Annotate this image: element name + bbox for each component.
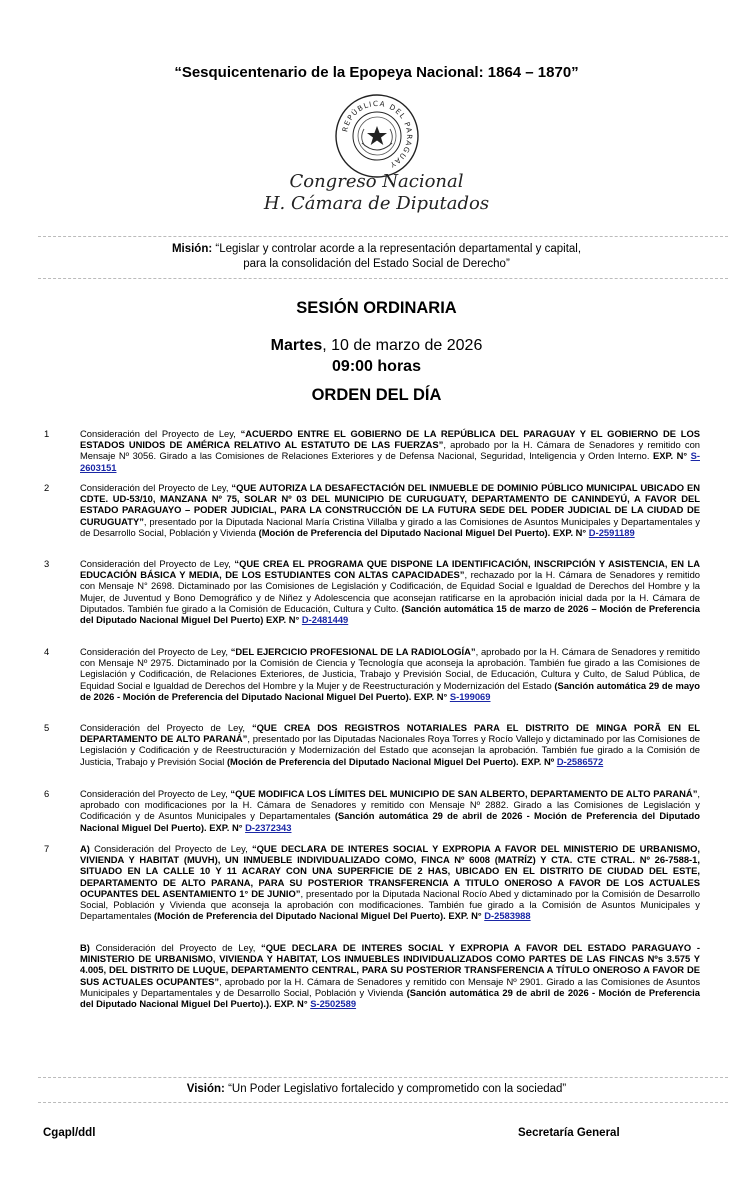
agenda-item-6 bbox=[80, 788, 700, 833]
agenda-item-5 bbox=[80, 722, 700, 767]
item-motion: (Moción de Preferencia del Diputado Nacional Miguel Del Puerto). bbox=[258, 526, 551, 538]
item-title: “QUE MODIFICA LOS LÍMITES DEL MUNICIPIO DE SAN ALBERTO, DEPARTAMENTO DE ALTO PARANÁ” bbox=[230, 788, 698, 799]
item-title: “QUE AUTORIZA LA DESAFECTACIÓN DEL INMUEBLE DE DOMINIO PÚBLICO MUNICIPAL UBICADO EN CDTE. UD-53/10, MANZANA Nº 75, SOLAR Nº 03 DEL MUNICIPIO DE CURUGUATY, DEPARTAMENTO DE CANINDEYÚ, A FAVOR DEL ESTADO PARAGUAYO – PODER JUDICIAL, PARA LA CONSTRUCCIÓN DE LA FUTURA SEDE DEL PODER JUDICIAL DE LA CIUDAD DE CURUGUATY” bbox=[80, 482, 700, 527]
footer-office: Secretaría General bbox=[518, 1127, 620, 1139]
session-day: Martes bbox=[270, 337, 323, 354]
exp-link[interactable]: D-2591189 bbox=[588, 526, 635, 538]
institution-line1: Congreso Nacional bbox=[289, 171, 464, 192]
item-number: 4 bbox=[44, 646, 50, 657]
item-motion: (Sanción automática 15 de marzo de 2026 – Moción de Preferencia del Diputado Nacional Miguel Del Puerto) bbox=[80, 602, 700, 626]
exp-link[interactable]: D-2586572 bbox=[556, 755, 604, 767]
item-intro: Consideración del Proyecto de Ley, bbox=[80, 722, 252, 733]
session-time: 09:00 horas bbox=[332, 358, 421, 375]
svg-text:REPÚBLICA DEL PARAGUAY: REPÚBLICA DEL PARAGUAY bbox=[340, 98, 415, 170]
item-motion: (Sanción automática 29 de abril de 2026 - Moción de Preferencia del Diputado Nacional Miguel Del Puerto).). bbox=[80, 986, 700, 1010]
mission-text-line2: para la consolidación del Estado Social de Derecho” bbox=[243, 258, 510, 270]
exp-label: EXP. Nº bbox=[518, 755, 557, 767]
item-sub-label: B) bbox=[80, 942, 90, 953]
exp-link[interactable]: S-2502589 bbox=[310, 998, 357, 1010]
header-motto: “Sesquicentenario de la Epopeya Nacional: 1864 – 1870” bbox=[174, 64, 579, 81]
item-intro: Consideración del Proyecto de Ley, bbox=[89, 942, 262, 953]
item-intro: Consideración del Proyecto de Ley, bbox=[80, 788, 231, 799]
agenda-item-4 bbox=[80, 646, 700, 702]
exp-label: EXP. N° bbox=[445, 910, 485, 922]
item-number: 3 bbox=[44, 558, 50, 569]
agenda-item-1 bbox=[80, 428, 700, 473]
item-body: , aprobado con modificaciones por la H. Cámara de Senadores y remitido con Mensaje Nº 2882. Girado a las Comisiones de Legislación y Codificación y de Asuntos Municipales y Departamentales bbox=[80, 788, 700, 822]
item-number: 2 bbox=[44, 482, 50, 493]
item-sub-label: A) bbox=[80, 843, 90, 854]
item-motion: (Sanción automática 29 de abril de 2026 - Moción de Preferencia del Diputado Nacional Miguel Del Puerto). bbox=[80, 810, 701, 833]
item-title: “QUE DECLARA DE INTERES SOCIAL Y EXPROPIA A FAVOR DEL MINISTERIO DE URBANISMO, VIVIENDA Y HABITAT (MUVH), UN INMUEBLE INDIVIDUALIZADO COMO, FINCA Nº 6008 (MATRÍZ) Y CTA. CTE CTRAL. Nº 26-7588-1, SITUADO EN LA CALLE 10 Y 11 ACARAY CON UNA SUPERFICIE DE 2 HAS, UBICADO EN EL DISTRITO DE CIUDAD DEL ESTE, DEPARTAMENTO DE ALTO PARANA, PARA SU POSTERIOR TRANSFERENCIA A TITULO ONEROSO A FAVOR DE LOS ACTUALES OCUPANTES DEL ASENTAMIENTO 1° DE JUNIO” bbox=[80, 843, 700, 899]
item-number: 6 bbox=[44, 788, 50, 799]
agenda-item-7b bbox=[80, 942, 700, 1009]
session-date-text: , 10 de marzo de 2026 bbox=[322, 337, 483, 354]
item-intro: Consideración del Proyecto de Ley, bbox=[89, 843, 252, 854]
item-body: , aprobado por la H. Cámara de Senadores y remitido con Mensaje Nº 2901. Girado a las Comisiones de Asuntos Municipales y Departamentales y de Desarrollo Social, Población y Vivienda bbox=[80, 975, 701, 998]
item-intro: Consideración del Proyecto de Ley, bbox=[80, 428, 241, 439]
session-date bbox=[0, 337, 753, 355]
exp-label: EXP. N° bbox=[263, 614, 302, 626]
exp-label: EXP. N° bbox=[652, 450, 691, 462]
exp-link[interactable]: D-2583988 bbox=[484, 910, 531, 922]
item-motion: (Sanción automática 29 de mayo de 2026 - Moción de Preferencia del Diputado Nacional Miguel Del Puerto). bbox=[80, 679, 700, 702]
footer-initials: Cgapl/ddl bbox=[43, 1127, 96, 1139]
item-motion: (Moción de Preferencia del Diputado Nacional Miguel Del Puerto). bbox=[154, 910, 446, 922]
exp-link[interactable]: S-199069 bbox=[449, 690, 491, 702]
item-body: , rechazado por la H. Cámara de Senadores y remitido con Mensaje N° 2698. Dictaminado por las Comisiones de Legislación y Codificación, de Equidad Social e Igualdad de Derechos del Hombre y la Mujer, de Juventud y Bono Demográfico y de Niñez y Adolescencia que aconsejan ratificarse en la aprobación inicial dada por la H. Cámara de Diputados. También fue girado a la Comisión de Educación, Cultura y Culto. bbox=[80, 569, 701, 614]
agenda-item-3 bbox=[80, 558, 700, 625]
item-intro: Consideración del Proyecto de Ley, bbox=[80, 558, 235, 569]
item-number: 1 bbox=[44, 428, 50, 439]
item-title: “QUE CREA DOS REGISTROS NOTARIALES PARA EL DISTRITO DE MINGA PORÃ EN EL DEPARTAMENTO DE ALTO PARANÁ” bbox=[80, 722, 700, 745]
divider-mission bbox=[38, 278, 728, 279]
item-body: , aprobado por la H. Cámara de Senadores y remitido con Mensaje Nº 2975. Dictaminado por la Comisión de Ciencia y Tecnología que aconseja la aprobación. También fue girado a las Comisiones de Legislación y Codificación, de Relaciones Exteriores, de Justicia, Trabajo y Previsión Social, de Educación, Cultura y Culto, de Salud Pública, de Equidad Social e Igualdad de Derechos del Hombre y la Mujer y de Reestructuración y Modernización del Estado bbox=[80, 646, 700, 691]
item-title: “QUE CREA EL PROGRAMA QUE DISPONE LA IDENTIFICACIÓN, INSCRIPCIÓN Y ASISTENCIA, EN LA EDUCACIÓN BÁSICA Y MEDIA, DE LOS ESTUDIANTES CON ALTAS CAPACIDADES” bbox=[80, 558, 700, 581]
mission-label: Misión: bbox=[171, 243, 213, 255]
item-intro: Consideración del Proyecto de Ley, bbox=[80, 482, 232, 493]
item-body: , presentado por la Diputada Nacional María Cristina Villalba y girado a las Comisiones de Asuntos Municipales y Departamentales y de Desarrollo Social, Población y Vivienda bbox=[80, 515, 700, 538]
divider-vision-top bbox=[38, 1077, 728, 1078]
vision-statement bbox=[0, 1083, 753, 1095]
session-title: SESIÓN ORDINARIA bbox=[296, 299, 457, 317]
exp-link[interactable]: D-2481449 bbox=[301, 614, 349, 626]
item-body: , aprobado por la H. Cámara de Senadores y remitido con Mensaje Nº 3056. Girado a las Comisiones de Relaciones Exteriores y de Defensa Nacional, Seguridad, Inteligencia y Orden Interno. bbox=[80, 439, 700, 462]
vision-text: “Un Poder Legislativo fortalecido y comprometido con la sociedad” bbox=[224, 1083, 567, 1095]
exp-label: EXP. N° bbox=[550, 526, 589, 538]
vision-label: Visión: bbox=[186, 1083, 225, 1095]
exp-label: EXP. N° bbox=[206, 821, 246, 833]
item-title: “DEL EJERCICIO PROFESIONAL DE LA RADIOLOGÍA” bbox=[230, 646, 476, 657]
exp-link[interactable]: D-2372343 bbox=[245, 821, 292, 833]
exp-link[interactable]: S-2603151 bbox=[80, 450, 700, 473]
national-seal-icon bbox=[334, 93, 420, 179]
mission-text-line1: “Legislar y controlar acorde a la representación departamental y capital, bbox=[215, 243, 582, 255]
item-number: 5 bbox=[44, 722, 50, 733]
institution-line2: H. Cámara de Diputados bbox=[263, 193, 490, 214]
agenda-title: ORDEN DEL DÍA bbox=[311, 386, 442, 404]
mission-statement bbox=[0, 242, 753, 272]
item-title: “QUE DECLARA DE INTERES SOCIAL Y EXPROPIA A FAVOR DEL ESTADO PARAGUAYO - MINISTERIO DE URBANISMO, VIVIENDA Y HABITAT, LOS INMUEBLES INDIVIDUALIZADOS COMO PARTES DE LAS FINCAS Nºs 3.575 Y 4.005, DEL DISTRITO DE LUQUE, DEPARTAMENTO CENTRAL, PARA SU POSTERIOR TRANSFERENCIA A TÍTULO ONEROSO A FAVOR DE SUS ACTUALES OCUPANTES” bbox=[80, 942, 700, 987]
item-motion: (Moción de Preferencia del Diputado Nacional Miguel Del Puerto). bbox=[226, 755, 519, 767]
divider-top bbox=[38, 236, 728, 237]
exp-label: EXP. N° bbox=[271, 998, 311, 1010]
agenda-item-2 bbox=[80, 482, 700, 538]
exp-label: EXP. N° bbox=[411, 690, 450, 702]
divider-vision-bottom bbox=[38, 1102, 728, 1103]
item-intro: Consideración del Proyecto de Ley, bbox=[80, 646, 231, 657]
item-body: , presentado por las Diputadas Nacionales Roya Torres y Rocío Vallejo y dictaminado por las Comisiones de Legislación y Codificación y de Reestructuración y Modernización del Estado que aconsejan la aprobación. También fue girado a la Comisión de Justicia, Trabajo y Previsión Social bbox=[80, 733, 700, 767]
item-title: “ACUERDO ENTRE EL GOBIERNO DE LA REPÚBLICA DEL PARAGUAY Y EL GOBIERNO DE LOS ESTADOS UNIDOS DE AMÉRICA RELATIVO AL ESTATUTO DE LAS FUERZAS” bbox=[80, 428, 700, 451]
item-number: 7 bbox=[44, 843, 50, 854]
item-body: , presentado por la Diputada Nacional Rocío Abed y dictaminado por la Comisión de Desarrollo Social, Población y Vivienda que aconseja la aprobación con modificaciones. También fue girado a la Comisión de Asuntos Municipales y Departamentales bbox=[80, 887, 700, 922]
agenda-item-7a bbox=[80, 843, 700, 921]
